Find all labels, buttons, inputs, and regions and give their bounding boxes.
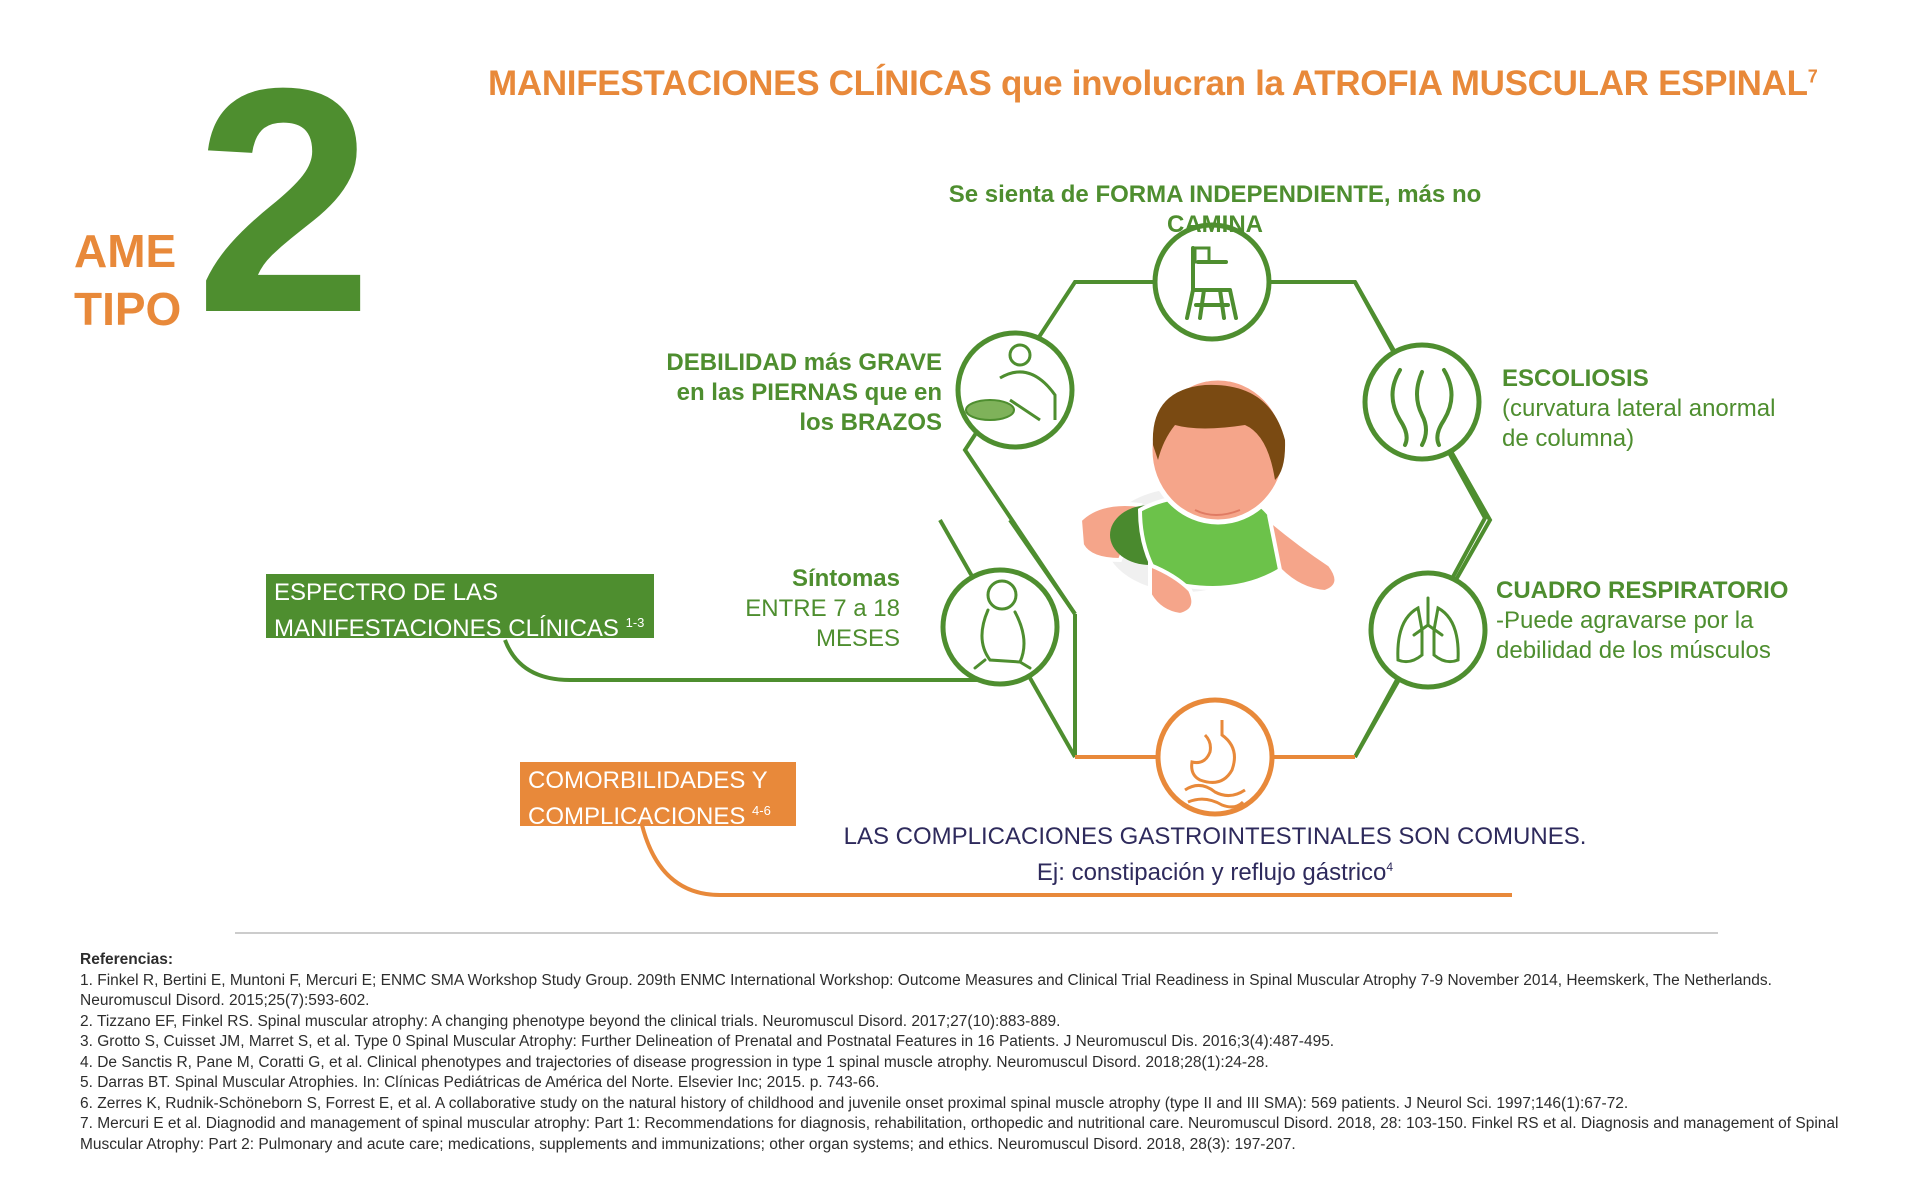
label-left-top-line1: DEBILIDAD más GRAVE [666,349,942,376]
label-symptoms-line3: MESES [815,625,900,652]
label-scoliosis-desc1: (curvatura lateral anormal [1502,395,1776,422]
label-left-top [640,348,942,438]
reference-item: 5. Darras BT. Spinal Muscular Atrophies. In: Clínicas Pediátricas de América del Norte. Elsevier Inc; 2015. p. 743-66. [80,1074,880,1091]
comorbidities-box: COMORBILIDADES Y COMPLICACIONES $^{4-6}$ [520,762,796,826]
label-respiratory-desc1: -Puede agravarse por la [1496,607,1754,634]
lungs-icon [1371,573,1485,687]
label-left-bottom [690,564,900,654]
comorbidities-box-line1: COMORBILIDADES Y [528,767,768,794]
label-gi-line1: LAS COMPLICACIONES GASTROINTESTINALES SON COMUNES. [843,823,1587,850]
label-left-top-line2: en las PIERNAS que en [676,379,942,406]
label-top: Se sienta de FORMA INDEPENDIENTE, más no CAMINA [948,181,1482,238]
spectrum-box: ESPECTRO DE LAS MANIFESTACIONES CLÍNICAS $^{1-3}$ [266,574,654,638]
label-bottom: LAS COMPLICACIONES GASTROINTESTINALES SON COMUNES. Ej: constipación y reflujo gástrico$^4$ [820,822,1610,888]
spectrum-box-line1: ESPECTRO DE LAS [274,579,499,606]
sitting-baby-icon [943,570,1057,684]
reference-item: 6. Zerres K, Rudnik-Schöneborn S, Forrest E, et al. A collaborative study on the natural history of childhood and juvenile onset proximal spinal muscle atrophy (type II and III SMA): 569 patients. J Neurol Sci. 1997;146(1):67-72. [80,1094,1629,1112]
label-right-bottom [1496,576,1876,666]
label-gi-line2: Ej: constipación y reflujo gástrico [1036,859,1387,886]
reference-item: 7. Mercuri E et al. Diagnodid and management of spinal muscular atrophy: Part 1: Recommendations for diagnosis, rehabilitation, orthopedic and nutritional care. Neuromuscul Disord. 2018, 28: 103-150. Finkel RS et al. Diagnosis and management of Spinal Muscular Atrophy: Part 2: Pulmonary and acute care; medications, supplements and immunizations; other organ systems; and ethics. Neuromuscul Disord. 2018, 28(3): 197-207. [80,1115,1839,1153]
label-right-top [1502,364,1862,454]
crawling-baby-icon [958,333,1072,447]
label-symptoms-line1: Síntomas [791,565,900,592]
label-respiratory-title: CUADRO RESPIRATORIO [1496,577,1789,604]
spine-icon [1365,345,1479,459]
references [80,950,1860,1155]
high-chair-icon [1155,225,1269,339]
comorbidities-box-line2: COMPLICACIONES [528,803,746,830]
label-respiratory-desc2: debilidad de los músculos [1496,637,1771,664]
reference-item: 1. Finkel R, Bertini E, Muntoni F, Mercuri E; ENMC SMA Workshop Study Group. 209th ENMC International Workshop: Outcome Measures and Clinical Trial Readiness in Spinal Muscular Atrophy 7-9 November 2014, Heemskerk, The Netherlands. Neuromuscul Disord. 2015;25(7):593-602. [80,971,1772,1009]
spectrum-box-line2: MANIFESTACIONES CLÍNICAS [274,615,619,642]
label-scoliosis-title: ESCOLIOSIS [1502,365,1649,392]
label-symptoms-line2: ENTRE 7 a 18 [745,595,900,622]
reference-item: 2. Tizzano EF, Finkel RS. Spinal muscular atrophy: A changing phenotype beyond the clinical trials. Neuromuscul Disord. 2017;27(10):883-889. [80,1012,1061,1030]
type-label [74,222,181,338]
page-title: MANIFESTACIONES CLÍNICAS que involucran la ATROFIA MUSCULAR ESPINAL$^7$ [488,64,1818,103]
reference-item: 4. De Sanctis R, Pane M, Coratti G, et al. Clinical phenotypes and trajectories of disease progression in type 1 spinal muscle atrophy. Neuromuscul Disord. 2018;28(1):24-28. [80,1053,1269,1071]
reference-item: 3. Grotto S, Cuisset JM, Marret S, et al. Type 0 Spinal Muscular Atrophy: Further Delineation of Prenatal and Postnatal Features in 16 Patients. J Neuromuscul Dis. 2016;3(4):487-495. [80,1033,1335,1050]
references-heading: Referencias: [80,951,174,968]
type-number: 2 [195,21,373,379]
type-label-tipo: TIPO [74,283,182,335]
label-scoliosis-desc2: de columna) [1502,425,1635,452]
stomach-icon [1158,700,1272,814]
label-left-top-line3: los BRAZOS [799,409,942,436]
type-label-ame: AME [74,225,177,277]
baby-illustration [1080,378,1336,615]
